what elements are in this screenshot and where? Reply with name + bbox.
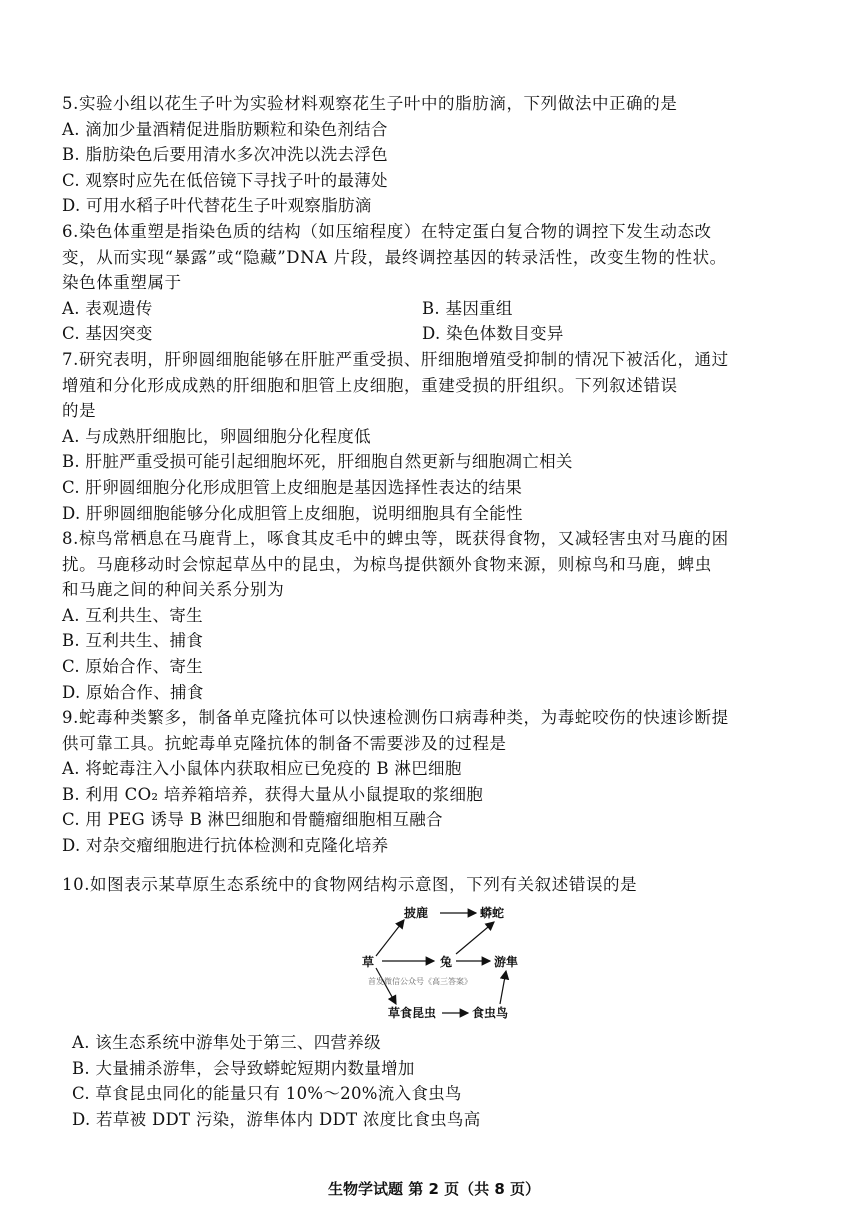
option-a: A. 与成熟肝细胞比，卵圆细胞分化程度低 <box>62 426 371 446</box>
option-b: B. 利用 CO₂ 培养箱培养，获得大量从小鼠提取的浆细胞 <box>62 784 484 804</box>
option-d: D. 若草被 DDT 污染，游隼体内 DDT 浓度比食虫鸟高 <box>72 1109 481 1129</box>
question-stem: 增殖和分化形成成熟的肝细胞和胆管上皮细胞，重建受损的肝组织。下列叙述错误 <box>62 375 678 395</box>
option-d: D. 可用水稻子叶代替花生子叶观察脂肪滴 <box>62 196 372 216</box>
edge-rabbit-python <box>456 922 494 954</box>
option-c: C. 肝卵圆细胞分化形成胆管上皮细胞是基因选择性表达的结果 <box>62 477 523 497</box>
question-10 <box>62 872 822 898</box>
question-8 <box>62 526 822 705</box>
option-b: B. 基因重组 <box>422 298 513 318</box>
option-d: D. 原始合作、捕食 <box>62 682 204 702</box>
edge-grass-deer <box>376 920 404 956</box>
question-stem: 扰。马鹿移动时会惊起草丛中的昆虫，为椋鸟提供额外食物来源，则椋鸟和马鹿，蜱虫 <box>62 554 712 574</box>
option-a: A. 互利共生、寄生 <box>62 605 203 625</box>
question-stem: 的是 <box>62 401 97 421</box>
option-a: A. 表观遗传 <box>62 298 153 318</box>
node-falcon: 游隼 <box>494 955 519 969</box>
edge-grass-insect <box>376 968 396 1004</box>
question-stem: 9.蛇毒种类繁多，制备单克隆抗体可以快速检测伤口病毒种类，为毒蛇咬伤的快速诊断提 <box>62 708 729 727</box>
option-d: D. 肝卵圆细胞能够分化成胆管上皮细胞，说明细胞具有全能性 <box>62 503 523 523</box>
question-9 <box>62 705 822 859</box>
option-c: C. 原始合作、寄生 <box>62 656 204 676</box>
question-10-options <box>72 1030 832 1132</box>
node-python: 蟒蛇 <box>480 906 505 920</box>
node-grass: 草 <box>362 955 375 969</box>
option-b: B. 肝脏严重受损可能引起细胞坏死，肝细胞自然更新与细胞凋亡相关 <box>62 452 573 472</box>
option-row <box>62 321 822 347</box>
option-c: C. 观察时应先在低倍镜下寻找子叶的最薄处 <box>62 170 388 190</box>
watermark-text: 首发微信公众号《高三答案》 <box>368 977 472 986</box>
question-5 <box>62 91 822 219</box>
node-rabbit: 兔 <box>440 955 453 969</box>
food-web-diagram <box>340 900 540 1030</box>
question-stem: 变，从而实现“暴露”或“隐藏”DNA 片段，最终调控基因的转录活性，改变生物的性状。 <box>62 247 727 267</box>
node-insect: 草食昆虫 <box>388 1006 437 1020</box>
option-a: A. 该生态系统中游隼处于第三、四营养级 <box>72 1033 381 1052</box>
question-stem: 7.研究表明，肝卵圆细胞能够在肝脏严重受损、肝细胞增殖受抑制的情况下被活化，通过 <box>62 350 729 369</box>
node-bird: 食虫鸟 <box>472 1006 509 1020</box>
edge-bird-falcon <box>500 971 506 1004</box>
option-b: B. 互利共生、捕食 <box>62 631 204 651</box>
question-stem: 供可靠工具。抗蛇毒单克隆抗体的制备不需要涉及的过程是 <box>62 733 507 753</box>
question-stem: 10.如图表示某草原生态系统中的食物网结构示意图，下列有关叙述错误的是 <box>62 875 638 894</box>
option-c: C. 用 PEG 诱导 B 淋巴细胞和骨髓瘤细胞相互融合 <box>62 810 443 830</box>
option-row <box>62 296 822 322</box>
question-7 <box>62 347 822 526</box>
question-6 <box>62 219 822 347</box>
question-stem: 和马鹿之间的种间关系分别为 <box>62 580 285 600</box>
node-deer: 披鹿 <box>404 906 429 920</box>
option-b: B. 大量捕杀游隼，会导致蟒蛇短期内数量增加 <box>72 1058 415 1078</box>
question-stem: 6.染色体重塑是指染色质的结构（如压缩程度）在特定蛋白复合物的调控下发生动态改 <box>62 222 712 241</box>
question-stem: 5.实验小组以花生子叶为实验材料观察花生子叶中的脂肪滴，下列做法中正确的是 <box>62 94 678 113</box>
option-c: C. 基因突变 <box>62 324 153 344</box>
question-stem: 染色体重塑属于 <box>62 273 182 293</box>
option-a: A. 滴加少量酒精促进脂肪颗粒和染色剂结合 <box>62 119 388 139</box>
option-d: D. 对杂交瘤细胞进行抗体检测和克隆化培养 <box>62 835 389 855</box>
option-b: B. 脂肪染色后要用清水多次冲洗以洗去浮色 <box>62 145 388 165</box>
option-a: A. 将蛇毒注入小鼠体内获取相应已免疫的 B 淋巴细胞 <box>62 759 462 779</box>
question-stem: 8.椋鸟常栖息在马鹿背上，啄食其皮毛中的蜱虫等，既获得食物，又减轻害虫对马鹿的困 <box>62 529 729 548</box>
option-c: C. 草食昆虫同化的能量只有 10%～20%流入食虫鸟 <box>72 1084 462 1104</box>
option-d: D. 染色体数目变异 <box>422 324 564 344</box>
page-footer: 生物学试题 第 2 页（共 8 页） <box>328 1180 540 1198</box>
